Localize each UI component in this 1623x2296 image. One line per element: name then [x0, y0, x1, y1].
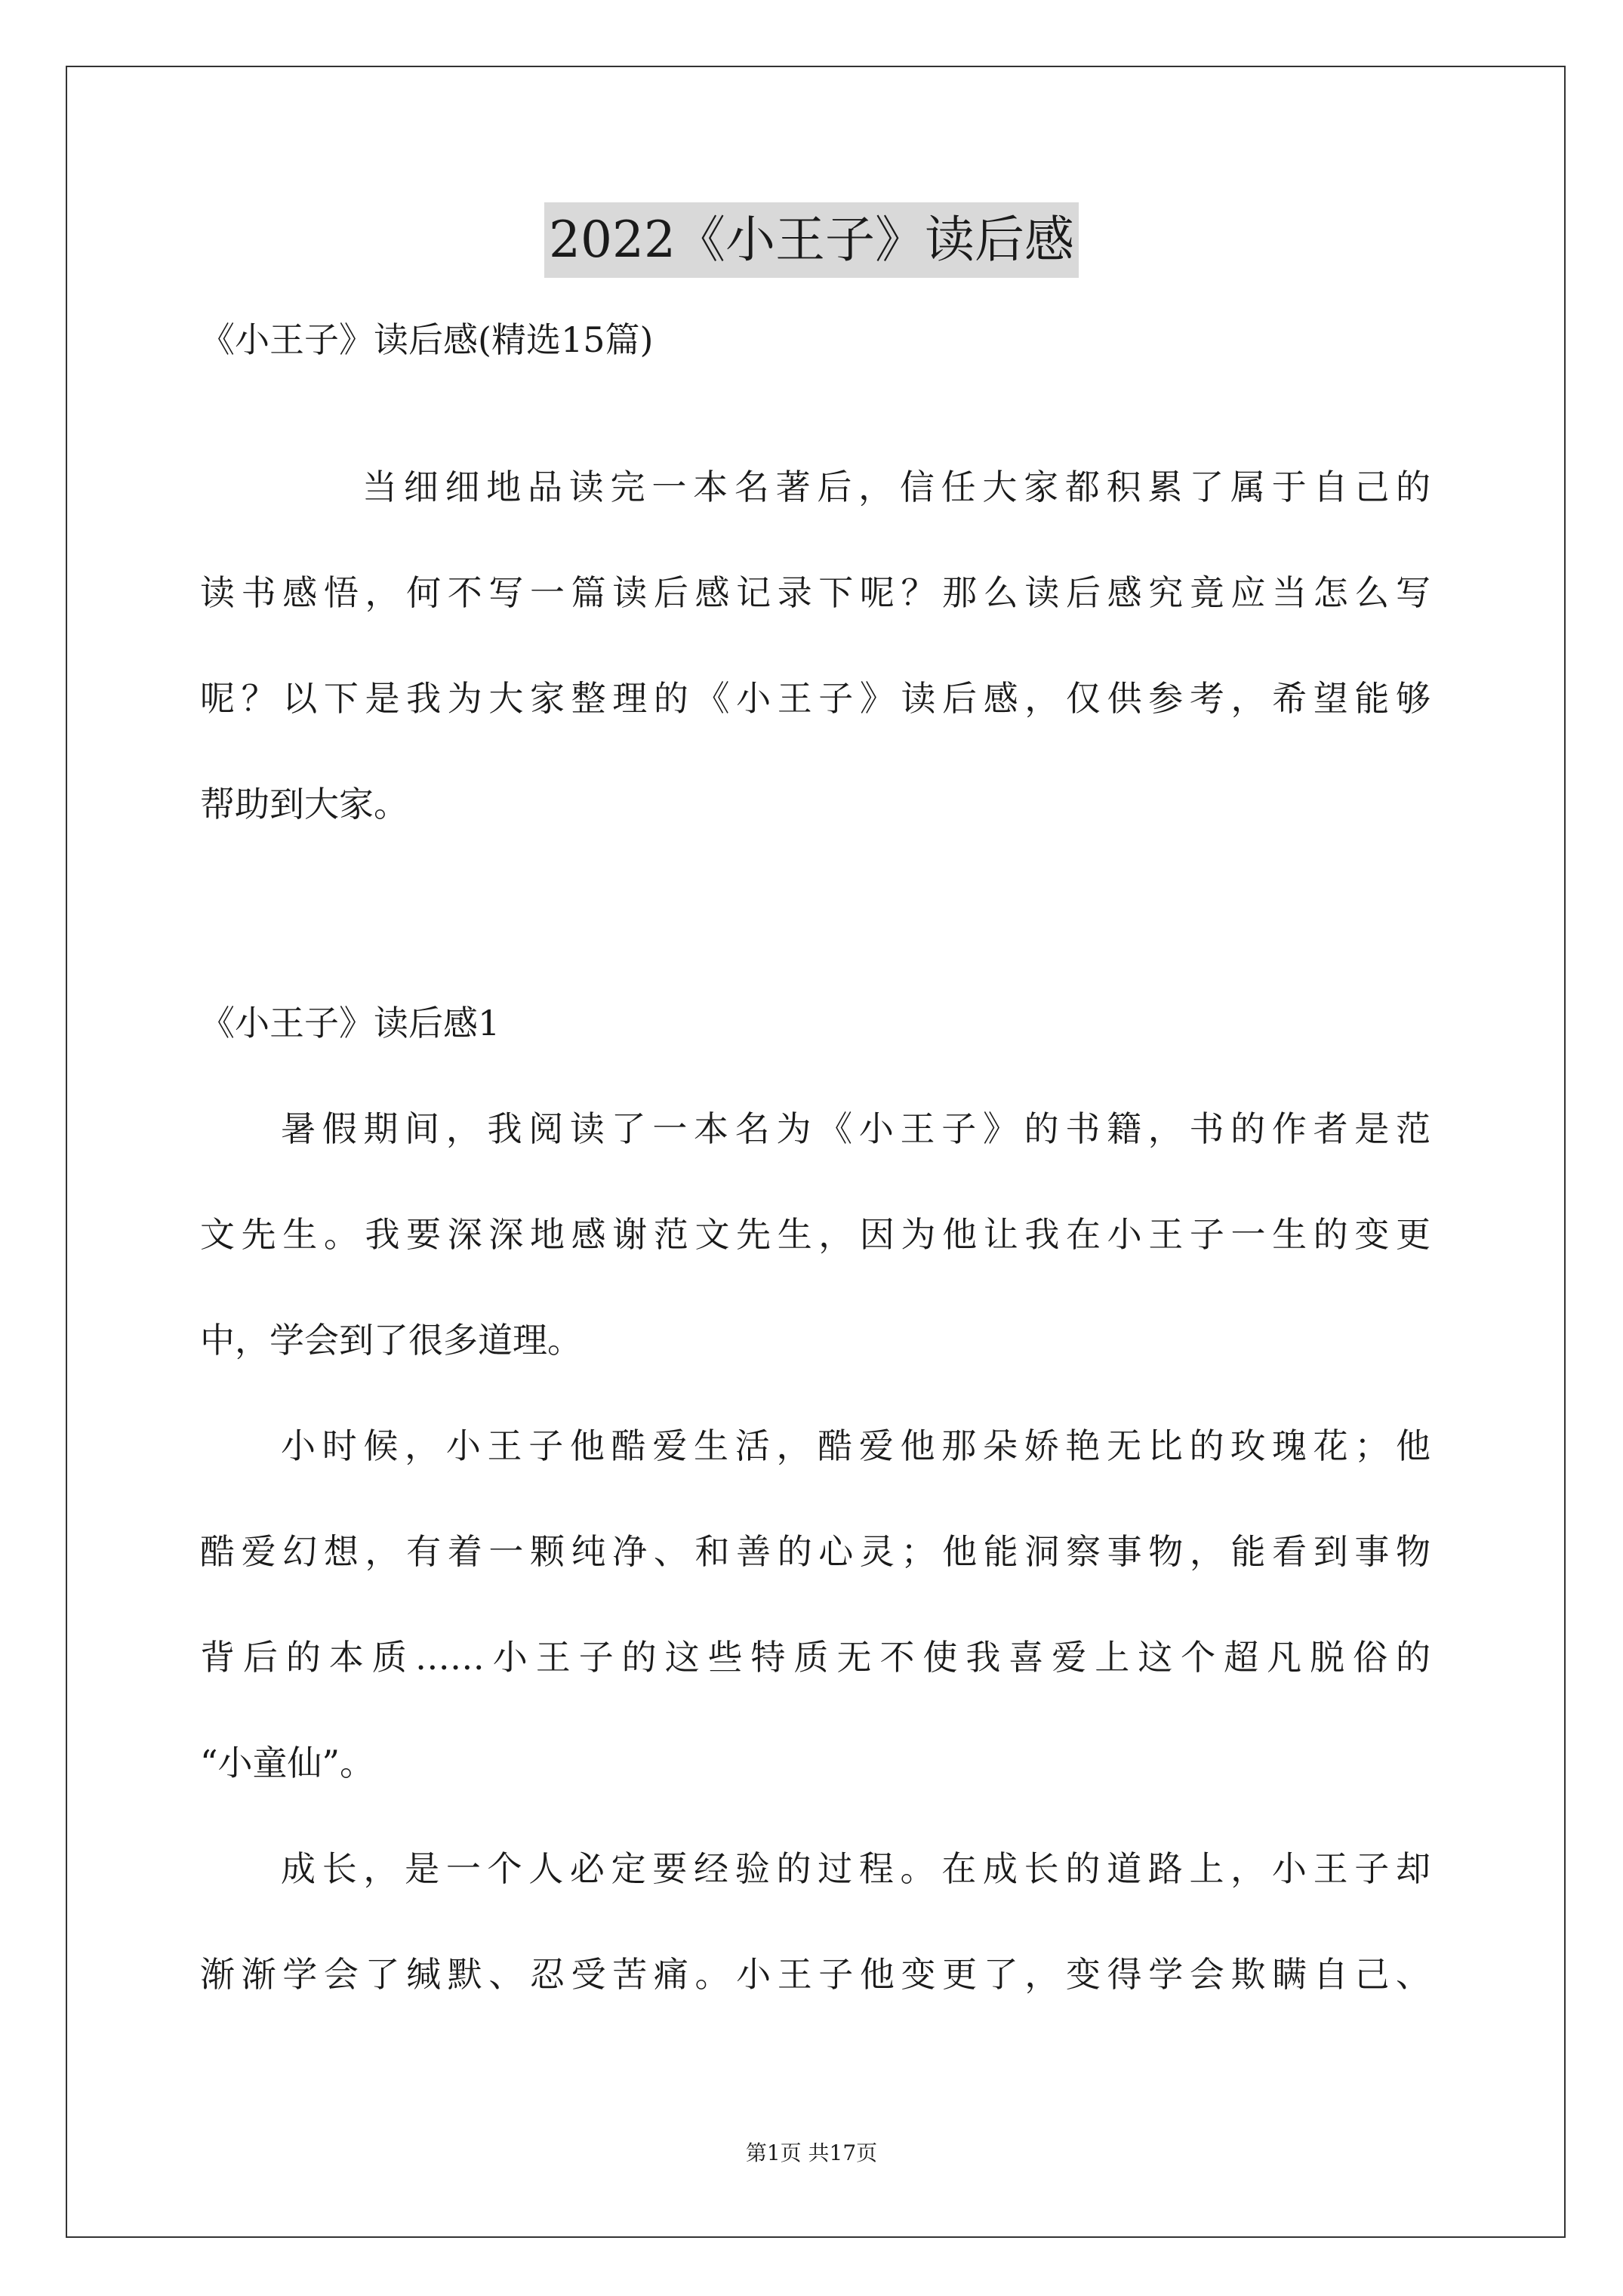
body-line-9: 渐渐学会了缄默、忍受苦痛。小王子他变更了，变得学会欺瞒自己、: [200, 1954, 1431, 1995]
intro-line-2: 读书感悟，何不写一篇读后感记录下呢？那么读后感究竟应当怎么写: [200, 572, 1431, 613]
body-line-7: “小童仙”。: [200, 1743, 375, 1783]
body-line-4: 小时候，小王子他酷爱生活，酷爱他那朵娇艳无比的玫瑰花；他: [281, 1425, 1431, 1466]
document-title-text: 2022《小王子》读后感: [544, 202, 1079, 278]
body-line-5: 酷爱幻想，有着一颗纯净、和善的心灵；他能洞察事物，能看到事物: [200, 1531, 1431, 1572]
section-heading: 《小王子》读后感1: [200, 1003, 500, 1043]
body-line-6: 背后的本质……小王子的这些特质无不使我喜爱上这个超凡脱俗的: [200, 1637, 1431, 1678]
document-subtitle: 《小王子》读后感(精选15篇): [200, 319, 654, 360]
document-title: [0, 202, 1623, 278]
body-line-8: 成长，是一个人必定要经验的过程。在成长的道路上，小王子却: [281, 1848, 1431, 1889]
body-line-1: 暑假期间，我阅读了一本名为《小王子》的书籍，书的作者是范: [281, 1108, 1431, 1149]
body-line-2: 文先生。我要深深地感谢范文先生，因为他让我在小王子一生的变更: [200, 1214, 1431, 1255]
intro-line-1: 当细细地品读完一本名著后，信任大家都积累了属于自己的: [362, 467, 1431, 507]
page-frame: [66, 66, 1566, 2238]
intro-line-4: 帮助到大家。: [200, 784, 408, 824]
body-line-3: 中，学会到了很多道理。: [200, 1320, 582, 1361]
intro-line-3: 呢？以下是我为大家整理的《小王子》读后感，仅供参考，希望能够: [200, 678, 1431, 719]
page-footer: 第1页 共17页: [745, 2140, 878, 2165]
